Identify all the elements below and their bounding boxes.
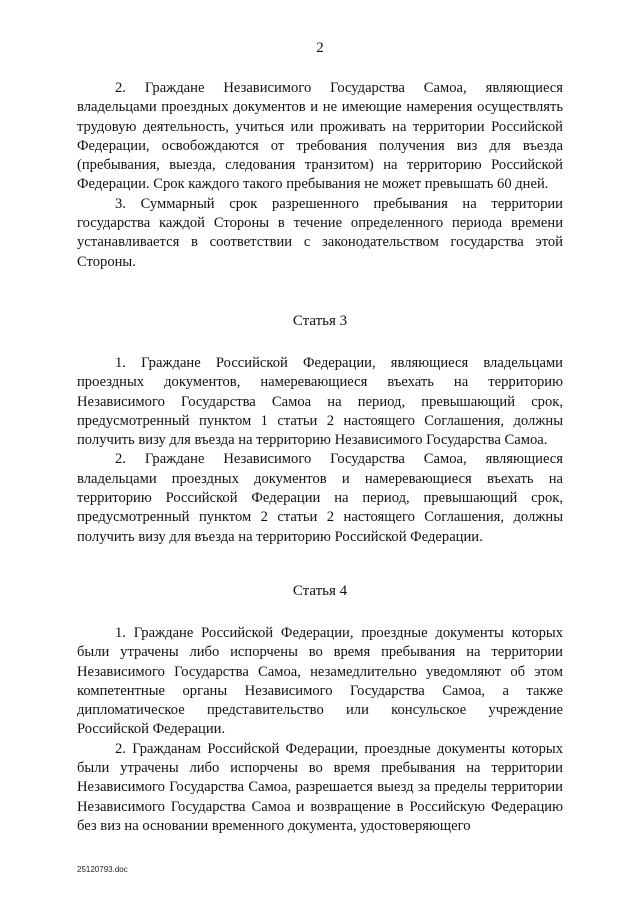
page-number: 2 <box>316 40 324 56</box>
article-3-title: Статья 3 <box>292 313 348 329</box>
article-4-title: Статья 4 <box>292 583 348 599</box>
article-4-body <box>77 624 563 836</box>
footer-filename: 25120793.doc <box>77 865 128 874</box>
paragraph-2-3: 3. Суммарный срок разрешенного пребывания на территории государства каждой Стороны в течение определенного периода времени устанавливается в соответствии с законодательством государства этой Стороны. <box>77 195 563 270</box>
paragraph-4-2: 2. Гражданам Российской Федерации, проездные документы которых были утрачены либо испорчены во время пребывания на территории Независимого Государства Самоа, разрешается выезд за пределы территории Независимого Государства Самоа и возвращение в Российскую Федерацию без виз на основании временного документа, удостоверяющего <box>77 740 563 834</box>
paragraph-2-2: 2. Граждане Независимого Государства Самоа, являющиеся владельцами проездных документов и не имеющие намерения осуществлять трудовую деятельность, учиться или проживать на территории Российской Федерации, освобождаются от требования получения виз для въезда (пребывания, выезда, следования транзитом) на территорию Российской Федерации. Срок каждого такого пребывания не может превышать 60 дней. <box>77 80 563 193</box>
article-3-heading-wrap <box>0 313 640 330</box>
article-3-body <box>77 354 563 547</box>
paragraph-3-1: 1. Граждане Российской Федерации, являющиеся владельцами проездных документов, намеревающиеся въехать на территорию Независимого Государства Самоа на период, превышающий срок, предусмотренный пунктом 1 статьи 2 настоящего Соглашения, должны получить визу для въезда на территорию Независимого Государства Самоа. <box>77 355 563 449</box>
paragraph-3-2: 2. Граждане Независимого Государства Самоа, являющиеся владельцами проездных документов и намеревающиеся въехать на территорию Российской Федерации на период, превышающий срок, предусмотренный пунктом 2 статьи 2 настоящего Соглашения, должны получить визу для въезда на территорию Российской Федерации. <box>77 451 563 545</box>
paragraph-4-1: 1. Граждане Российской Федерации, проездные документы которых были утрачены либо испорчены во время пребывания на территории Независимого Государства Самоа, незамедлительно уведомляют об этом компетентные органы Независимого Государства Самоа, а также дипломатическое представительство или консульское учреждение Российской Федерации. <box>77 625 563 738</box>
article-4-heading-wrap <box>0 583 640 600</box>
article-2-continuation <box>77 79 563 272</box>
